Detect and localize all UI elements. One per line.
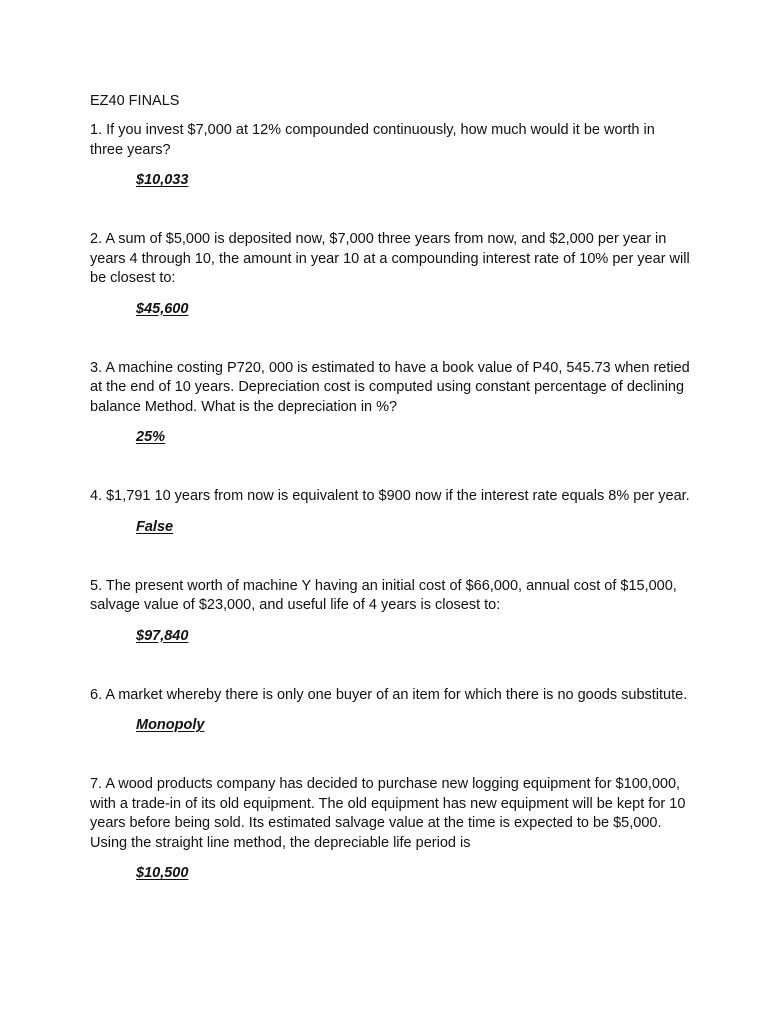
answer-text: 25% [136,429,166,445]
question-text: 5. The present worth of machine Y having an initial cost of $66,000, annual cost of $15,000, salvage value of $23,000, and useful life of 4 years is closest to: [90,577,677,613]
answer-text: $10,033 [136,172,189,188]
question-item-6 [90,686,690,736]
question-text: 6. A market whereby there is only one buyer of an item for which there is no goods substitute. [90,686,688,703]
question-item-5 [90,577,690,646]
answer-text: False [136,518,174,535]
question-item-2 [90,230,690,319]
document-page [90,91,690,883]
question-item-4 [90,487,690,537]
question-text: 4. $1,791 10 years from now is equivalent to $900 now if the interest rate equals 8% per year. [90,488,690,504]
document-title: EZ40 FINALS [90,93,180,109]
question-text: 3. A machine costing P720, 000 is estimated to have a book value of P40, 545.73 when retied at the end of 10 years. Depreciation cost is computed using constant percentage of declining balance Method. What is the depreciation in %? [90,359,690,415]
answer-text: Monopoly [136,717,205,733]
question-item-1 [90,121,690,190]
question-text: 2. A sum of $5,000 is deposited now, $7,000 three years from now, and $2,000 per year in years 4 through 10, the amount in year 10 at a compounding interest rate of 10% per year will be closest to: [90,231,690,286]
answer-text: $45,600 [136,300,189,317]
question-text: 1. If you invest $7,000 at 12% compounded continuously, how much would it be worth in three years? [90,122,655,158]
question-item-3 [90,359,690,448]
question-item-7 [90,775,690,883]
answer-text: $97,840 [136,627,189,644]
answer-text: $10,500 [136,865,189,881]
question-text: 7. A wood products company has decided to purchase new logging equipment for $100,000, with a trade-in of its old equipment. The old equipment has new equipment will be kept for 10 years before being sold. Its estimated salvage value at the time is expected to be $5,000. Using the straight line method, the depreciable life period is [90,776,686,851]
